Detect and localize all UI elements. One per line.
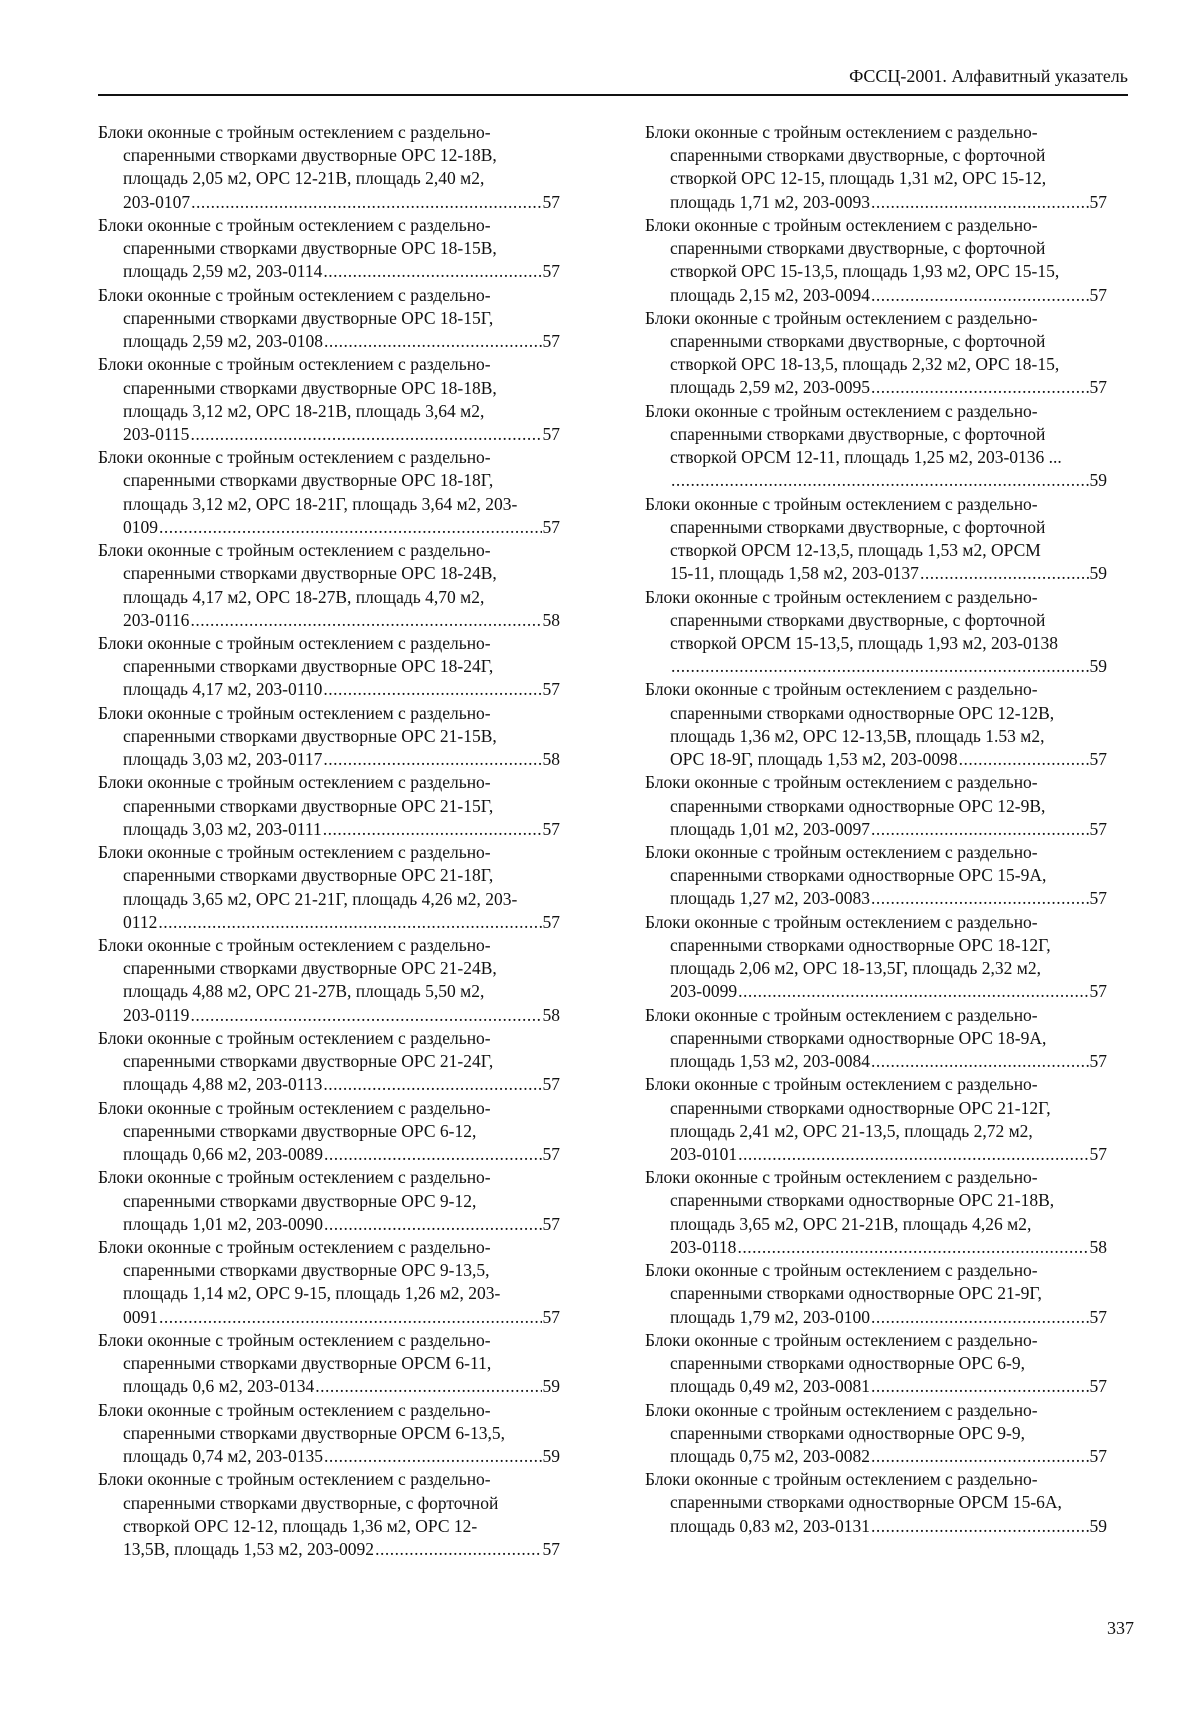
entry-last-line bbox=[98, 260, 560, 283]
entry-page-number: 57 bbox=[1089, 1445, 1107, 1466]
entry-text: 203-0118 bbox=[670, 1236, 737, 1257]
dot-leader bbox=[190, 1004, 541, 1027]
entry-line: Блоки оконные с тройным остеклением с раздельно- bbox=[645, 122, 1038, 142]
index-entry bbox=[645, 1166, 1107, 1259]
entry-line: спаренными створками одностворные ОРС 12-12В, bbox=[670, 702, 1055, 723]
dot-leader bbox=[323, 678, 541, 701]
entry-page-number: 57 bbox=[1089, 1306, 1107, 1327]
entry-line: Блоки оконные с тройным остеклением с раздельно- bbox=[98, 1027, 491, 1048]
index-entry bbox=[645, 121, 1107, 214]
entry-page-number: 57 bbox=[542, 1213, 560, 1234]
dot-leader bbox=[315, 1375, 541, 1398]
dot-leader bbox=[871, 1306, 1088, 1329]
entry-line: Блоки оконные с тройным остеклением с раздельно- bbox=[645, 679, 1038, 700]
entry-text: площадь 1,53 м2, 203-0084 bbox=[670, 1051, 871, 1072]
entry-line: Блоки оконные с тройным остеклением с раздельно- bbox=[98, 1399, 491, 1420]
index-entry bbox=[98, 1399, 560, 1469]
entry-line: Блоки оконные с тройным остеклением с раздельно- bbox=[98, 702, 491, 723]
index-entry bbox=[98, 841, 560, 934]
index-entry bbox=[645, 493, 1107, 586]
index-entry bbox=[645, 214, 1107, 307]
entry-line: Блоки оконные с тройным остеклением с раздельно- bbox=[98, 1329, 491, 1350]
entry-last-line bbox=[645, 376, 1107, 399]
entry-line: Блоки оконные с тройным остеклением с раздельно- bbox=[645, 1399, 1038, 1420]
entry-page-number: 57 bbox=[542, 191, 560, 212]
entry-page-number: 58 bbox=[1089, 1236, 1107, 1257]
entry-line: Блоки оконные с тройным остеклением с раздельно- bbox=[645, 911, 1038, 932]
entry-last-line bbox=[98, 1213, 560, 1236]
entry-text: 203-0101 bbox=[670, 1143, 738, 1164]
dot-leader bbox=[159, 1306, 542, 1329]
dot-leader bbox=[871, 284, 1088, 307]
entry-line: спаренными створками двустворные ОРС 18-18Г, bbox=[123, 470, 494, 491]
entry-page-number: 59 bbox=[1089, 470, 1107, 491]
entry-line: площадь 4,88 м2, ОРС 21-27В, площадь 5,50 м2, bbox=[123, 981, 485, 1002]
entry-text: площадь 1,01 м2, 203-0097 bbox=[670, 818, 871, 839]
entry-line: площадь 1,36 м2, ОРС 12-13,5В, площадь 1.53 м2, bbox=[670, 725, 1045, 746]
entry-line: площадь 2,41 м2, ОРС 21-13,5, площадь 2,72 м2, bbox=[670, 1120, 1033, 1141]
entry-text: площадь 1,71 м2, 203-0093 bbox=[670, 191, 871, 212]
index-entry bbox=[98, 771, 560, 841]
entry-line: спаренными створками двустворные ОРС 21-15Г, bbox=[123, 795, 494, 816]
index-entry bbox=[98, 284, 560, 354]
dot-leader bbox=[671, 655, 1089, 678]
entry-text: площадь 1,01 м2, 203-0090 bbox=[123, 1213, 324, 1234]
entry-page-number: 57 bbox=[1089, 191, 1107, 212]
entry-last-line bbox=[98, 1073, 560, 1096]
page-number: 337 bbox=[1107, 1618, 1134, 1638]
entry-line: спаренными створками двустворные ОРС 18-15В, bbox=[123, 238, 497, 259]
entry-text: 0109 bbox=[123, 516, 158, 537]
entry-line: Блоки оконные с тройным остеклением с раздельно- bbox=[98, 842, 491, 863]
entry-last-line bbox=[98, 818, 560, 841]
entry-text: 0091 bbox=[123, 1306, 158, 1327]
index-entry bbox=[645, 1399, 1107, 1469]
entry-page-number: 57 bbox=[542, 1306, 560, 1327]
entry-line: площадь 1,14 м2, ОРС 9-15, площадь 1,26 м2, 203- bbox=[123, 1283, 501, 1304]
entry-last-line bbox=[98, 678, 560, 701]
dot-leader bbox=[324, 1445, 541, 1468]
index-entry bbox=[645, 911, 1107, 1004]
dot-leader bbox=[871, 1050, 1088, 1073]
entry-line: площадь 3,65 м2, ОРС 21-21В, площадь 4,26 м2, bbox=[670, 1213, 1032, 1234]
index-entry bbox=[98, 1166, 560, 1236]
index-entry bbox=[98, 446, 560, 539]
entry-last-line bbox=[645, 1236, 1107, 1259]
dot-leader bbox=[190, 609, 541, 632]
entry-line: Блоки оконные с тройным остеклением с раздельно- bbox=[645, 772, 1038, 793]
dot-leader bbox=[737, 1236, 1088, 1259]
entry-line: спаренными створками двустворные ОРСМ 6-13,5, bbox=[123, 1422, 506, 1443]
dot-leader bbox=[920, 562, 1089, 585]
entry-page-number: 57 bbox=[1089, 1376, 1107, 1397]
entry-line: Блоки оконные с тройным остеклением с раздельно- bbox=[645, 400, 1038, 421]
entry-last-line bbox=[98, 516, 560, 539]
index-entry bbox=[645, 1259, 1107, 1329]
index-entry bbox=[98, 353, 560, 446]
dot-leader bbox=[158, 911, 541, 934]
entry-last-line bbox=[645, 748, 1107, 771]
dot-leader bbox=[871, 191, 1088, 214]
entry-text: площадь 2,59 м2, 203-0095 bbox=[670, 377, 871, 398]
index-entry bbox=[98, 1027, 560, 1097]
dot-leader bbox=[323, 818, 542, 841]
entry-page-number: 57 bbox=[1089, 888, 1107, 909]
index-entry bbox=[645, 400, 1107, 493]
entry-text: площадь 0,75 м2, 203-0082 bbox=[670, 1445, 871, 1466]
index-column-right bbox=[645, 121, 1107, 1538]
dot-leader bbox=[871, 1375, 1088, 1398]
entry-line: спаренными створками двустворные ОРС 9-13,5, bbox=[123, 1260, 490, 1281]
entry-line: площадь 2,06 м2, ОРС 18-13,5Г, площадь 2,32 м2, bbox=[670, 958, 1041, 979]
index-entry bbox=[98, 1329, 560, 1399]
entry-last-line bbox=[98, 1143, 560, 1166]
entry-page-number: 57 bbox=[542, 423, 560, 444]
index-entry bbox=[645, 771, 1107, 841]
index-entry bbox=[645, 841, 1107, 911]
entry-page-number: 59 bbox=[1089, 1515, 1107, 1536]
entry-line: спаренными створками двустворные ОРС 18-18В, bbox=[123, 377, 497, 398]
entry-line: спаренными створками одностворные ОРС 21-9Г, bbox=[670, 1283, 1042, 1304]
entry-line: спаренными створками двустворные ОРС 18-15Г, bbox=[123, 307, 494, 328]
entry-line: спаренными створками одностворные ОРС 15-9А, bbox=[670, 865, 1047, 886]
entry-line: спаренными створками одностворные ОРС 12-9В, bbox=[670, 795, 1046, 816]
entry-text: площадь 2,59 м2, 203-0108 bbox=[123, 331, 324, 352]
entry-text: 13,5В, площадь 1,53 м2, 203-0092 bbox=[123, 1538, 375, 1559]
page-header bbox=[98, 66, 1128, 96]
entry-page-number: 57 bbox=[542, 261, 560, 282]
entry-last-line bbox=[98, 609, 560, 632]
dot-leader bbox=[159, 516, 542, 539]
entry-line: Блоки оконные с тройным остеклением с раздельно- bbox=[645, 842, 1038, 863]
index-entry bbox=[645, 307, 1107, 400]
index-entry bbox=[645, 1004, 1107, 1074]
dot-leader bbox=[323, 260, 541, 283]
entry-last-line bbox=[645, 1515, 1107, 1538]
entry-line: площадь 2,05 м2, ОРС 12-21В, площадь 2,40 м2, bbox=[123, 168, 485, 189]
entry-last-line bbox=[98, 1004, 560, 1027]
dot-leader bbox=[871, 1515, 1088, 1538]
entry-last-line bbox=[98, 748, 560, 771]
index-entry bbox=[98, 1236, 560, 1329]
entry-last-line bbox=[645, 980, 1107, 1003]
entry-page-number: 57 bbox=[1089, 818, 1107, 839]
dot-leader bbox=[959, 748, 1089, 771]
entry-last-line bbox=[645, 887, 1107, 910]
entry-page-number: 57 bbox=[542, 331, 560, 352]
entry-last-line bbox=[98, 911, 560, 934]
index-entry bbox=[98, 632, 560, 702]
entry-line: створкой ОРСМ 12-11, площадь 1,25 м2, 203-0136 ... bbox=[670, 447, 1062, 468]
entry-last-line bbox=[645, 655, 1107, 678]
entry-line: спаренными створками двустворные ОРС 21-15В, bbox=[123, 725, 497, 746]
entry-last-line bbox=[645, 1306, 1107, 1329]
entry-line: Блоки оконные с тройным остеклением с раздельно- bbox=[645, 1469, 1038, 1490]
entry-line: Блоки оконные с тройным остеклением с раздельно- bbox=[645, 586, 1038, 607]
index-entry bbox=[98, 214, 560, 284]
index-entry bbox=[645, 586, 1107, 679]
entry-line: створкой ОРСМ 12-13,5, площадь 1,53 м2, ОРСМ bbox=[670, 540, 1041, 561]
dot-leader bbox=[323, 1073, 541, 1096]
entry-text: площадь 2,15 м2, 203-0094 bbox=[670, 284, 871, 305]
entry-last-line bbox=[98, 1445, 560, 1468]
entry-text: площадь 4,17 м2, 203-0110 bbox=[123, 679, 323, 700]
entry-page-number: 58 bbox=[542, 749, 560, 770]
entry-line: спаренными створками двустворные ОРС 21-18Г, bbox=[123, 865, 494, 886]
entry-last-line bbox=[645, 469, 1107, 492]
entry-last-line bbox=[645, 562, 1107, 585]
dot-leader bbox=[375, 1538, 541, 1561]
entry-page-number: 57 bbox=[1089, 981, 1107, 1002]
entry-line: спаренными створками двустворные ОРС 18-24В, bbox=[123, 563, 497, 584]
entry-last-line bbox=[645, 1143, 1107, 1166]
entry-line: спаренными створками двустворные ОРС 18-24Г, bbox=[123, 656, 494, 677]
index-column-left bbox=[98, 121, 560, 1561]
entry-text: площадь 0,66 м2, 203-0089 bbox=[123, 1144, 324, 1165]
entry-page-number: 57 bbox=[542, 911, 560, 932]
entry-line: Блоки оконные с тройным остеклением с раздельно- bbox=[98, 1237, 491, 1258]
entry-text: 15-11, площадь 1,58 м2, 203-0137 bbox=[670, 563, 919, 584]
dot-leader bbox=[738, 1143, 1088, 1166]
entry-line: Блоки оконные с тройным остеклением с раздельно- bbox=[98, 633, 491, 654]
entry-last-line bbox=[98, 1538, 560, 1561]
entry-line: Блоки оконные с тройным остеклением с раздельно- bbox=[645, 1329, 1038, 1350]
entry-last-line bbox=[98, 1375, 560, 1398]
entry-last-line bbox=[645, 1050, 1107, 1073]
entry-page-number: 57 bbox=[542, 516, 560, 537]
entry-text: 203-0119 bbox=[123, 1004, 190, 1025]
index-entry bbox=[645, 678, 1107, 771]
entry-last-line bbox=[98, 330, 560, 353]
entry-line: Блоки оконные с тройным остеклением с раздельно- bbox=[645, 307, 1038, 328]
entry-line: спаренными створками одностворные ОРС 9-9, bbox=[670, 1422, 1025, 1443]
entry-last-line bbox=[645, 284, 1107, 307]
entry-last-line bbox=[98, 191, 560, 214]
entry-text: площадь 0,74 м2, 203-0135 bbox=[123, 1446, 324, 1467]
entry-page-number: 57 bbox=[1089, 749, 1107, 770]
entry-page-number: 57 bbox=[1089, 1051, 1107, 1072]
index-entry bbox=[645, 1073, 1107, 1166]
dot-leader bbox=[871, 887, 1088, 910]
entry-text: площадь 1,79 м2, 203-0100 bbox=[670, 1306, 871, 1327]
entry-line: спаренными створками двустворные, с форточной bbox=[670, 145, 1046, 166]
entry-line: Блоки оконные с тройным остеклением с раздельно- bbox=[645, 1260, 1038, 1281]
entry-page-number: 57 bbox=[1089, 284, 1107, 305]
entry-page-number: 57 bbox=[1089, 1143, 1107, 1164]
entry-line: спаренными створками двустворные ОРС 9-12, bbox=[123, 1190, 477, 1211]
entry-line: спаренными створками двустворные, с форточной bbox=[670, 238, 1046, 259]
entry-last-line bbox=[645, 818, 1107, 841]
entry-line: спаренными створками одностворные ОРС 18-12Г, bbox=[670, 934, 1051, 955]
entry-last-line bbox=[645, 1375, 1107, 1398]
entry-page-number: 59 bbox=[1089, 656, 1107, 677]
entry-page-number: 57 bbox=[542, 1538, 560, 1559]
entry-line: Блоки оконные с тройным остеклением с раздельно- bbox=[645, 214, 1038, 235]
entry-line: спаренными створками двустворные ОРС 6-12, bbox=[123, 1120, 477, 1141]
entry-line: Блоки оконные с тройным остеклением с раздельно- bbox=[645, 1004, 1038, 1025]
entry-page-number: 58 bbox=[542, 609, 560, 630]
index-entry bbox=[98, 702, 560, 772]
dot-leader bbox=[871, 818, 1088, 841]
entry-line: площадь 3,65 м2, ОРС 21-21Г, площадь 4,26 м2, 203- bbox=[123, 888, 518, 909]
entry-line: спаренными створками двустворные, с форточной bbox=[670, 331, 1046, 352]
entry-line: Блоки оконные с тройным остеклением с раздельно- bbox=[98, 935, 491, 956]
entry-line: спаренными створками одностворные ОРСМ 15-6А, bbox=[670, 1492, 1062, 1513]
entry-line: Блоки оконные с тройным остеклением с раздельно- bbox=[98, 1469, 491, 1490]
entry-line: Блоки оконные с тройным остеклением с раздельно- bbox=[98, 354, 491, 375]
dot-leader bbox=[324, 1213, 541, 1236]
entry-line: Блоки оконные с тройным остеклением с раздельно- bbox=[98, 1167, 491, 1188]
entry-page-number: 57 bbox=[542, 1144, 560, 1165]
entry-line: створкой ОРС 15-13,5, площадь 1,93 м2, ОРС 15-15, bbox=[670, 261, 1060, 282]
dot-leader bbox=[191, 191, 541, 214]
entry-text: площадь 2,59 м2, 203-0114 bbox=[123, 261, 323, 282]
index-entry bbox=[98, 1468, 560, 1561]
entry-line: спаренными створками двустворные ОРСМ 6-11, bbox=[123, 1353, 492, 1374]
index-entry bbox=[98, 934, 560, 1027]
index-entry bbox=[98, 1097, 560, 1167]
entry-text: площадь 4,88 м2, 203-0113 bbox=[123, 1074, 323, 1095]
dot-leader bbox=[324, 330, 541, 353]
entry-text: площадь 0,49 м2, 203-0081 bbox=[670, 1376, 871, 1397]
dot-leader bbox=[738, 980, 1088, 1003]
entry-line: Блоки оконные с тройным остеклением с раздельно- bbox=[98, 214, 491, 235]
entry-page-number: 59 bbox=[1089, 563, 1107, 584]
dot-leader bbox=[324, 1143, 541, 1166]
entry-page-number: 59 bbox=[542, 1446, 560, 1467]
entry-line: спаренными створками двустворные, с форточной bbox=[670, 516, 1046, 537]
entry-line: створкой ОРСМ 15-13,5, площадь 1,93 м2, 203-0138 bbox=[670, 632, 1059, 653]
entry-line: Блоки оконные с тройным остеклением с раздельно- bbox=[645, 493, 1038, 514]
dot-leader bbox=[871, 1445, 1088, 1468]
entry-line: Блоки оконные с тройным остеклением с раздельно- bbox=[98, 1097, 491, 1118]
entry-line: Блоки оконные с тройным остеклением с раздельно- bbox=[98, 772, 491, 793]
entry-line: спаренными створками одностворные ОРС 21-18В, bbox=[670, 1190, 1055, 1211]
dot-leader bbox=[323, 748, 541, 771]
entry-line: площадь 3,12 м2, ОРС 18-21В, площадь 3,64 м2, bbox=[123, 400, 485, 421]
entry-page-number: 58 bbox=[542, 1004, 560, 1025]
entry-text: площадь 3,03 м2, 203-0111 bbox=[123, 818, 322, 839]
entry-text: площадь 1,27 м2, 203-0083 bbox=[670, 888, 871, 909]
entry-line: Блоки оконные с тройным остеклением с раздельно- bbox=[645, 1167, 1038, 1188]
entry-line: спаренными створками одностворные ОРС 18-9А, bbox=[670, 1027, 1047, 1048]
entry-text: 203-0116 bbox=[123, 609, 190, 630]
entry-page-number: 57 bbox=[1089, 377, 1107, 398]
entry-text: 203-0099 bbox=[670, 981, 738, 1002]
entry-line: площадь 3,12 м2, ОРС 18-21Г, площадь 3,64 м2, 203- bbox=[123, 493, 518, 514]
index-entry bbox=[98, 121, 560, 214]
entry-line: створкой ОРС 12-15, площадь 1,31 м2, ОРС 15-12, bbox=[670, 168, 1047, 189]
entry-line: спаренными створками двустворные, с форточной bbox=[123, 1492, 499, 1513]
entry-line: Блоки оконные с тройным остеклением с раздельно- bbox=[645, 1074, 1038, 1095]
entry-page-number: 59 bbox=[542, 1376, 560, 1397]
entry-line: спаренными створками двустворные ОРС 21-24Г, bbox=[123, 1051, 494, 1072]
entry-line: спаренными створками двустворные, с форточной bbox=[670, 423, 1046, 444]
entry-line: Блоки оконные с тройным остеклением с раздельно- bbox=[98, 284, 491, 305]
entry-text: ОРС 18-9Г, площадь 1,53 м2, 203-0098 bbox=[670, 749, 958, 770]
entry-text: 0112 bbox=[123, 911, 158, 932]
index-entry bbox=[645, 1329, 1107, 1399]
entry-last-line bbox=[645, 1445, 1107, 1468]
entry-text: площадь 3,03 м2, 203-0117 bbox=[123, 749, 323, 770]
entry-line: створкой ОРС 12-12, площадь 1,36 м2, ОРС 12- bbox=[123, 1515, 478, 1536]
entry-last-line bbox=[645, 191, 1107, 214]
entry-page-number: 57 bbox=[542, 818, 560, 839]
entry-line: спаренными створками двустворные ОРС 12-18В, bbox=[123, 145, 497, 166]
header-title: ФССЦ-2001. Алфавитный указатель bbox=[849, 66, 1128, 86]
entry-text: площадь 0,6 м2, 203-0134 bbox=[123, 1376, 315, 1397]
entry-line: Блоки оконные с тройным остеклением с раздельно- bbox=[98, 540, 491, 561]
entry-text: 203-0107 bbox=[123, 191, 191, 212]
entry-line: спаренными створками двустворные ОРС 21-24В, bbox=[123, 958, 497, 979]
dot-leader bbox=[871, 376, 1088, 399]
index-entry bbox=[98, 539, 560, 632]
index-entry bbox=[645, 1468, 1107, 1538]
entry-line: Блоки оконные с тройным остеклением с раздельно- bbox=[98, 122, 491, 142]
entry-line: площадь 4,17 м2, ОРС 18-27В, площадь 4,70 м2, bbox=[123, 586, 485, 607]
entry-line: спаренными створками одностворные ОРС 21-12Г, bbox=[670, 1097, 1051, 1118]
entry-text: площадь 0,83 м2, 203-0131 bbox=[670, 1515, 871, 1536]
entry-last-line bbox=[98, 423, 560, 446]
entry-line: Блоки оконные с тройным остеклением с раздельно- bbox=[98, 447, 491, 468]
entry-page-number: 57 bbox=[542, 679, 560, 700]
dot-leader bbox=[671, 469, 1089, 492]
entry-line: спаренными створками одностворные ОРС 6-9, bbox=[670, 1353, 1025, 1374]
entry-line: створкой ОРС 18-13,5, площадь 2,32 м2, ОРС 18-15, bbox=[670, 354, 1060, 375]
dot-leader bbox=[190, 423, 541, 446]
entry-last-line bbox=[98, 1306, 560, 1329]
entry-page-number: 57 bbox=[542, 1074, 560, 1095]
entry-text: 203-0115 bbox=[123, 423, 190, 444]
entry-line: спаренными створками двустворные, с форточной bbox=[670, 609, 1046, 630]
